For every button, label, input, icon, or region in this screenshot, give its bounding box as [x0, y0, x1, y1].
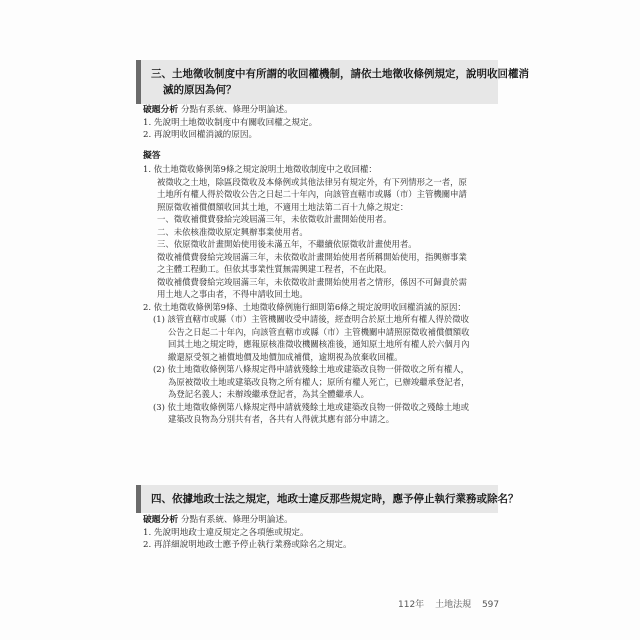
answer-line: 之主體工程動工。但依其事業性質無需興建工程者，不在此限。 [157, 264, 392, 274]
analysis-item-1: 1. 先說明土地徵收制度中有關收回權之規定。 [143, 117, 318, 128]
question-4-box [136, 485, 519, 513]
answer-line: (1) 該管直轄市或縣（市）主管機關收受申請後，經查明合於原土地所有權人得於徵收 [153, 314, 470, 324]
answer-body [143, 163, 495, 426]
footer-year: 112年 [398, 600, 425, 610]
answer-line: 一、徵收補償費發給完竣屆滿三年，未依徵收計畫開始使用者。 [157, 214, 392, 224]
question-3-box [136, 60, 529, 104]
answer-line: 土地所有權人得於徵收公告之日起二十年內，向該管直轄市或縣（市）主管機關申請 [157, 189, 467, 199]
analysis-intro: 分點有系統、條理分明論述。 [180, 105, 293, 115]
answer-line: 回其土地之規定時，應報原核准徵收機關核准後，通知原土地所有權人於六個月內 [168, 339, 470, 349]
page-footer [398, 597, 507, 610]
question-4-line-1: 四、依據地政士法之規定，地政士違反那些規定時，應予停止執行業務或除名？ [151, 493, 519, 505]
analysis-item-2: 2. 再說明收回權消滅的原因。 [143, 130, 258, 141]
answer-line: 繳還原受領之補償地價及地價加成補償，逾期視為放棄收回權。 [168, 351, 403, 362]
answer-line: 公告之日起二十年內，向該管直轄市或縣（市）主管機關申請照原徵收補償價額收 [168, 326, 470, 337]
answer-line: 三、依原徵收計畫開始使用後未滿五年，不繼續依原徵收計畫使用者。 [157, 239, 417, 249]
answer-line: 1. 依土地徵收條例第9條之規定說明土地徵收制度中之收回權： [143, 164, 377, 174]
analysis-item-1: 1. 先說明地政士違反規定之各項態或規定。 [143, 527, 309, 538]
answer-line: 徵收補償費發給完竣屆滿三年，未依徵收計畫開始使用者之情形，係因不可歸責於需 [157, 276, 467, 287]
analysis-item-2: 2. 再詳細說明地政士應予停止執行業務或除名之規定。 [143, 540, 352, 551]
answer-line: 用土地人之事由者，不得申請收回土地。 [157, 289, 308, 299]
answer-line: 為登記名義人；未辦竣繼承登記者，為其全體繼承人。 [168, 389, 369, 399]
answer-line: 二、未依核准徵收原定興辦事業使用者。 [157, 226, 308, 237]
question-3-line-2: 滅的原因為何？ [163, 84, 237, 96]
question-3-line-1: 三、土地徵收制度中有所謂的收回權機制，請依土地徵收條例規定，說明收回權消 [151, 68, 529, 80]
analysis-label: 破題分析 [143, 515, 179, 525]
footer-subject: 土地法規 [435, 600, 472, 610]
question-3-analysis [143, 104, 495, 142]
answer-line: 2. 依土地徵收條例第9條、土地徵收條例施行細則第6條之規定說明收回權消滅的原因： [143, 301, 466, 312]
analysis-intro: 分點有系統、條理分明論述。 [180, 515, 293, 525]
answer-line: (3) 依土地徵收條例第八條規定得申請就殘餘土地或建築改良物一併徵收之殘餘土地或 [153, 401, 470, 412]
analysis-label: 破題分析 [143, 105, 179, 115]
answer-label: 擬答 [143, 151, 161, 161]
answer-line: 照原徵收補償價額收回其土地，不適用土地法第二百十九條之規定： [157, 201, 409, 212]
question-4-analysis [143, 514, 495, 552]
answer-line: 建築改良物為分別共有者，各共有人得就其應有部分申請之。 [168, 414, 395, 424]
answer-line: 為原被徵收土地或建築改良物之所有權人；原所有權人死亡，已辦竣繼承登記者， [168, 376, 470, 387]
answer-line: 被徵收之土地，除區段徵收及本條例或其他法律另有規定外，有下列情形之一者，原 [157, 176, 467, 187]
answer-label-row [143, 150, 495, 163]
answer-line: 徵收補償費發給完竣屆滿三年，未依徵收計畫開始使用者所稱開始使用，指興辦事業 [157, 251, 467, 262]
answer-line: (2) 依土地徵收條例第八條規定得申請就殘餘土地或建築改良物一併徵收之所有權人， [153, 364, 470, 374]
page-number: 597 [481, 600, 500, 610]
